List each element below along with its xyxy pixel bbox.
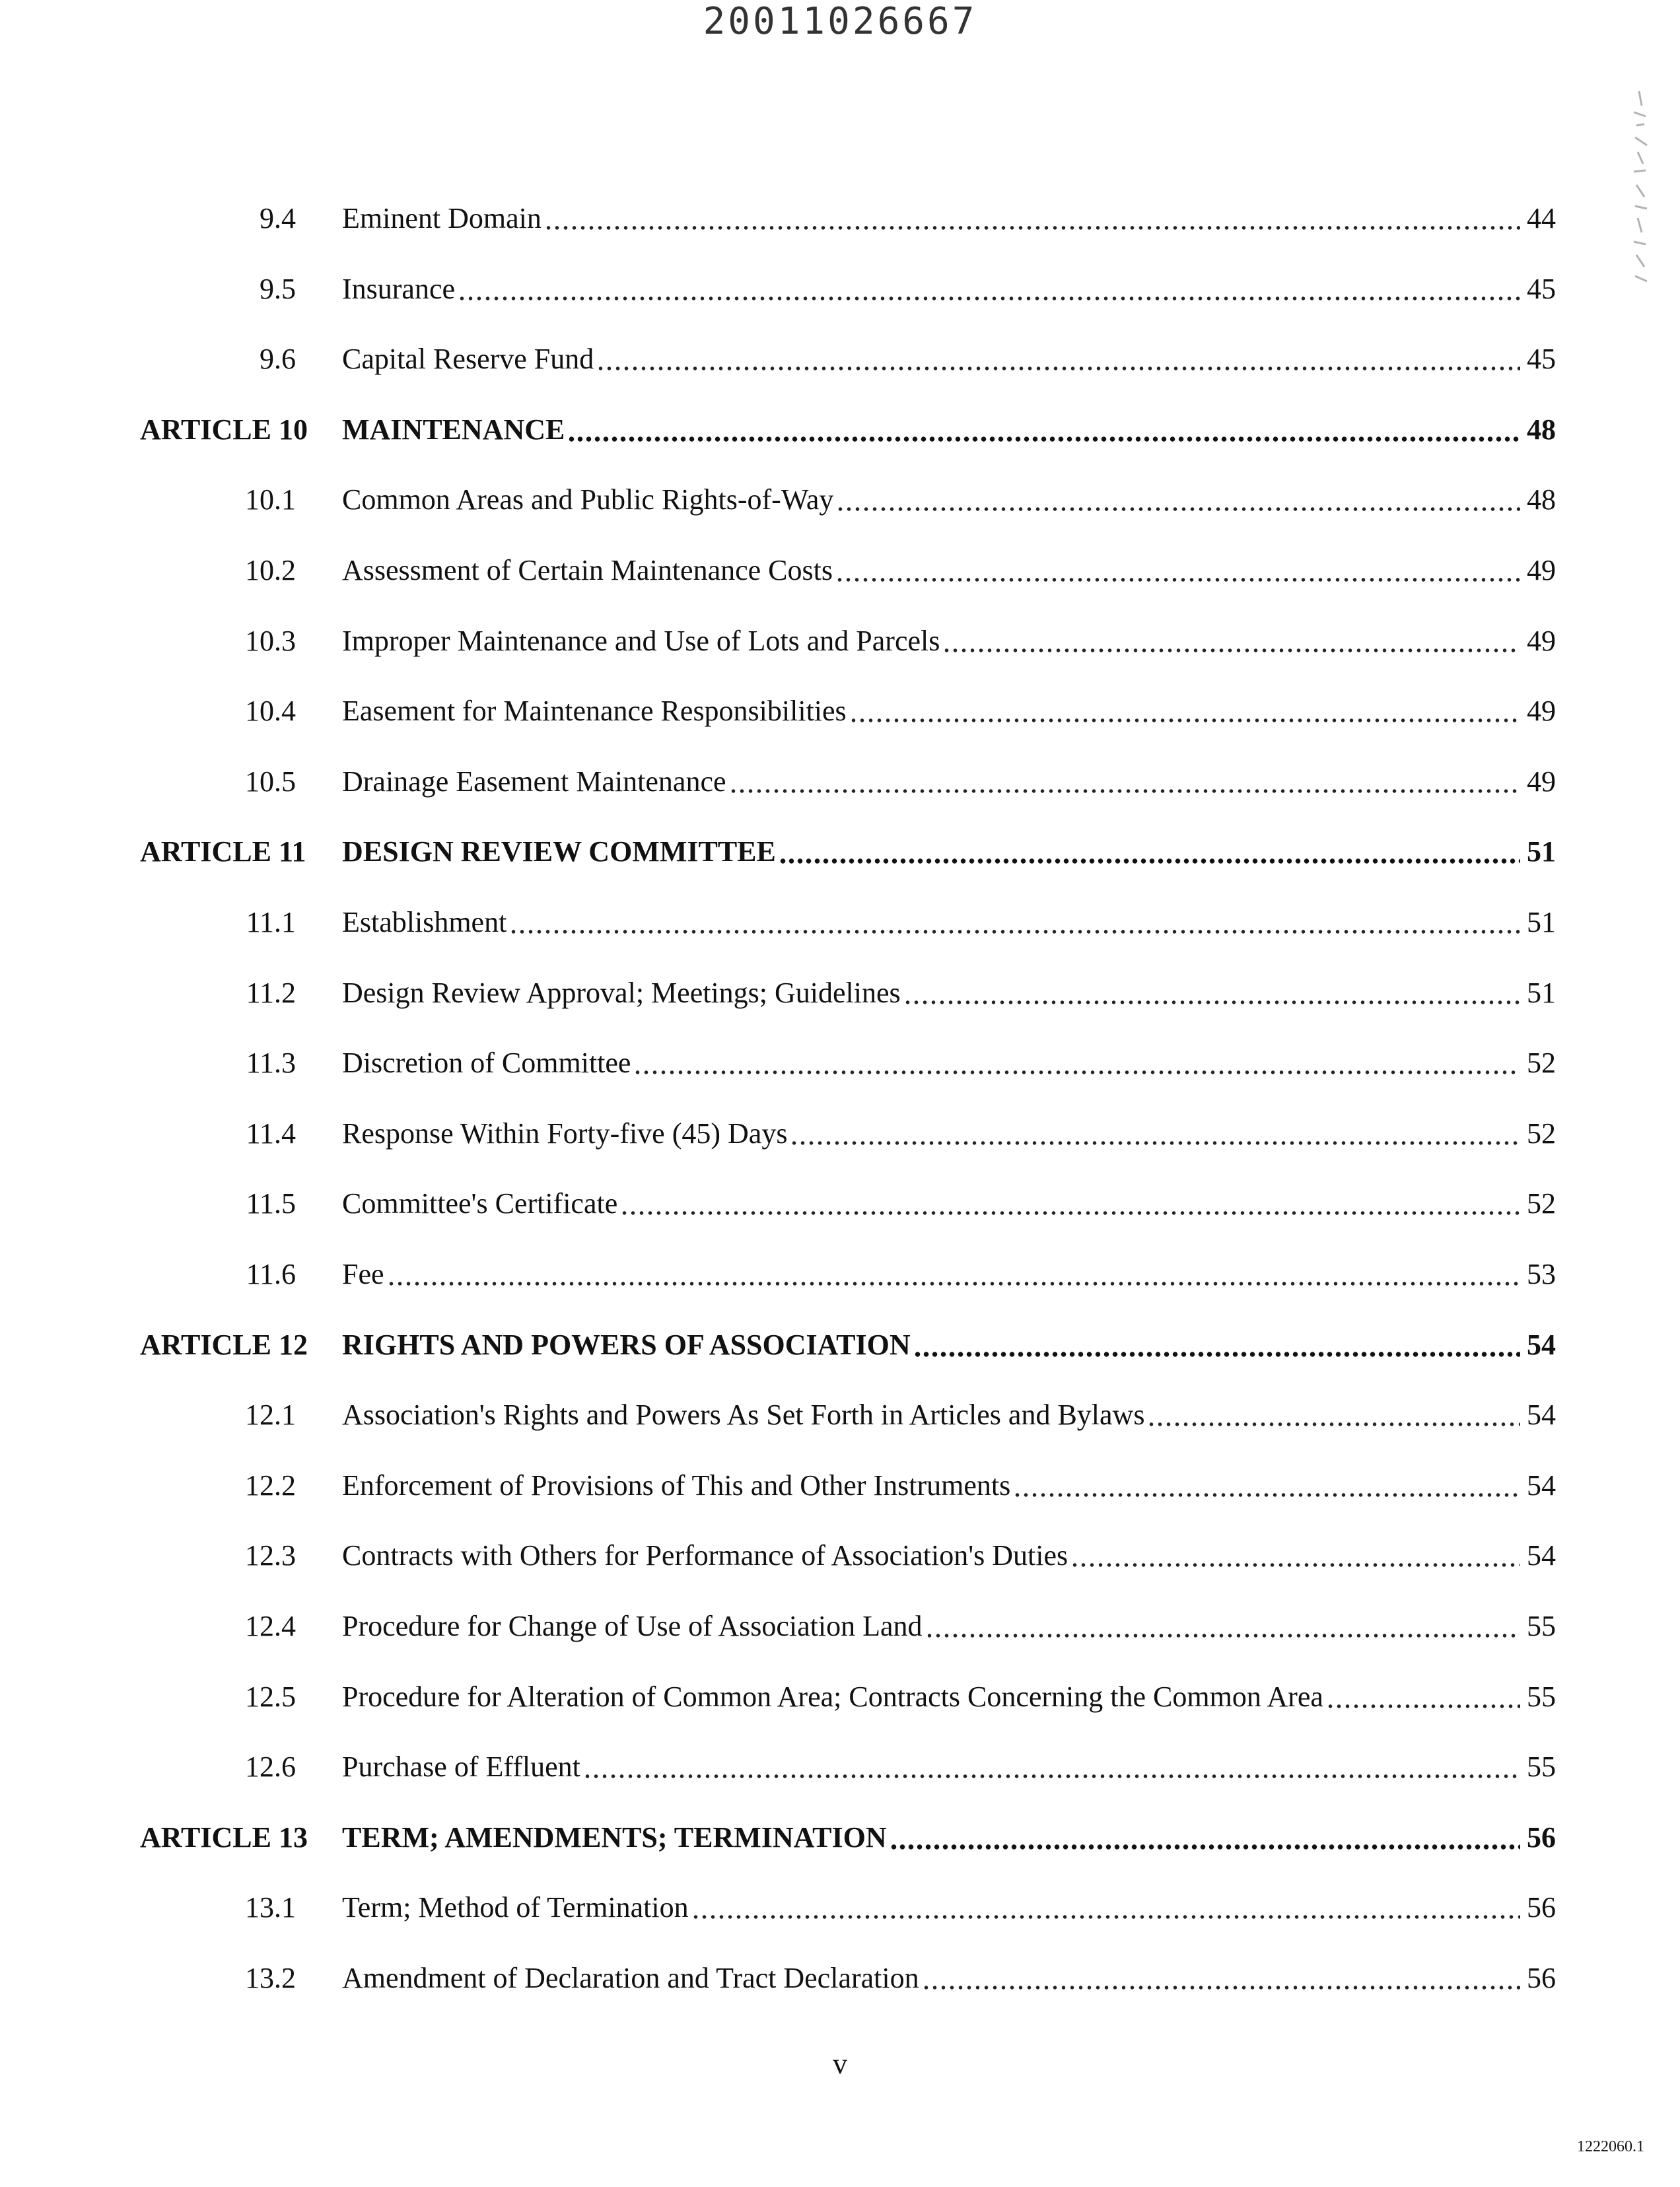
dot-leader <box>922 1984 1520 1991</box>
toc-entry-title-line <box>342 618 1524 664</box>
dot-leader <box>836 506 1520 512</box>
toc-entry-title-line <box>342 1815 1524 1861</box>
toc-entry-title: Establishment <box>342 906 507 938</box>
toc-entry-page-number: 45 <box>1527 343 1556 375</box>
toc-entry-page-number: 54 <box>1527 1469 1556 1502</box>
toc-entry-title-line <box>342 1955 1524 2001</box>
toc-entry-title: Easement for Maintenance Responsibilities <box>342 695 847 727</box>
toc-entry-page-number: 56 <box>1527 1962 1556 1994</box>
toc-entry-number: 11.3 <box>246 1047 296 1079</box>
toc-entry-title: Amendment of Declaration and Tract Declaration <box>342 1962 919 1994</box>
toc-entry-title-line <box>342 195 1524 242</box>
toc-section-row <box>0 759 1680 805</box>
toc-entry-number: 12.4 <box>245 1610 296 1642</box>
toc-entry-page-number: 54 <box>1527 1329 1556 1361</box>
toc-entry-title-line <box>342 1885 1524 1931</box>
toc-entry-number: 12.6 <box>245 1751 296 1783</box>
toc-entry-number: 13.1 <box>245 1891 296 1924</box>
toc-entry-title: MAINTENANCE <box>342 413 565 446</box>
toc-section-row <box>0 899 1680 946</box>
dot-leader <box>849 717 1520 724</box>
toc-entry-title: Term; Method of Termination <box>342 1891 689 1924</box>
toc-entry-title: DESIGN REVIEW COMMITTEE <box>342 835 776 868</box>
toc-entry-number: 12.1 <box>245 1399 296 1431</box>
toc-section-row <box>0 1955 1680 2001</box>
toc-section-row <box>0 1111 1680 1157</box>
toc-entry-title: Insurance <box>342 273 456 305</box>
toc-entry-title-line <box>342 1251 1524 1298</box>
toc-entry-page-number: 49 <box>1527 554 1556 586</box>
toc-section-row <box>0 1392 1680 1438</box>
dot-leader <box>890 1844 1520 1850</box>
toc-section-row <box>0 1603 1680 1649</box>
toc-entry-page-number: 56 <box>1527 1891 1556 1924</box>
toc-entry-title-line <box>342 336 1524 382</box>
dot-leader <box>620 1210 1520 1216</box>
dot-leader <box>1013 1492 1520 1498</box>
toc-section-row <box>0 1744 1680 1790</box>
dot-leader <box>779 858 1520 864</box>
toc-entry-title-line <box>342 547 1524 594</box>
toc-entry-title: Contracts with Others for Performance of Association's Duties <box>342 1539 1068 1572</box>
toc-entry-page-number: 55 <box>1527 1610 1556 1642</box>
toc-entry-title-line <box>342 1533 1524 1579</box>
toc-entry-page-number: 52 <box>1527 1187 1556 1220</box>
toc-entry-title-line <box>342 407 1524 453</box>
toc-section-row <box>0 266 1680 312</box>
toc-entry-title: Improper Maintenance and Use of Lots and Parcels <box>342 625 940 657</box>
toc-entry-page-number: 51 <box>1527 977 1556 1009</box>
dot-leader <box>509 928 1520 935</box>
toc-entry-number: ARTICLE 13 <box>140 1821 308 1854</box>
toc-entry-page-number: 52 <box>1527 1047 1556 1079</box>
toc-article-row <box>0 1815 1680 1861</box>
toc-entry-page-number: 48 <box>1527 483 1556 516</box>
dot-leader <box>903 999 1520 1006</box>
dot-leader <box>913 1351 1520 1358</box>
toc-entry-number: 10.2 <box>245 554 296 586</box>
dot-leader <box>942 647 1520 654</box>
toc-entry-title: Response Within Forty-five (45) Days <box>342 1117 788 1150</box>
toc-entry-title: Assessment of Certain Maintenance Costs <box>342 554 833 586</box>
toc-entry-title: Drainage Easement Maintenance <box>342 765 726 798</box>
toc-entry-number: 12.5 <box>245 1681 296 1713</box>
dot-leader <box>633 1069 1520 1076</box>
toc-entry-number: ARTICLE 11 <box>140 835 306 868</box>
dot-leader <box>458 295 1520 302</box>
toc-entry-number: 12.2 <box>245 1469 296 1502</box>
toc-entry-number: 9.4 <box>260 202 296 234</box>
toc-section-row <box>0 1040 1680 1086</box>
dot-leader <box>691 1914 1520 1920</box>
dot-leader <box>729 788 1521 794</box>
toc-entry-number: 10.5 <box>245 765 296 798</box>
toc-entry-number: ARTICLE 10 <box>140 413 308 446</box>
toc-article-row <box>0 407 1680 453</box>
toc-entry-title-line <box>342 1463 1524 1509</box>
toc-entry-page-number: 52 <box>1527 1117 1556 1150</box>
toc-entry-title-line <box>342 1181 1524 1227</box>
toc-entry-title-line <box>342 1111 1524 1157</box>
toc-section-row <box>0 477 1680 523</box>
dot-leader <box>925 1632 1520 1639</box>
toc-entry-page-number: 51 <box>1527 835 1556 868</box>
toc-section-row <box>0 1533 1680 1579</box>
document-id: 1222060.1 <box>1577 2138 1644 2155</box>
toc-entry-number: 9.5 <box>260 273 296 305</box>
dot-leader <box>1326 1703 1520 1710</box>
toc-section-row <box>0 1885 1680 1931</box>
toc-entry-page-number: 48 <box>1527 413 1556 446</box>
toc-entry-number: 10.4 <box>245 695 296 727</box>
toc-article-row <box>0 829 1680 875</box>
dot-leader <box>835 576 1520 583</box>
toc-entry-title: TERM; AMENDMENTS; TERMINATION <box>342 1821 887 1854</box>
toc-entry-number: 11.1 <box>246 906 296 938</box>
toc-section-row <box>0 1181 1680 1227</box>
dot-leader <box>1147 1421 1520 1428</box>
toc-article-row <box>0 1322 1680 1368</box>
toc-entry-title: Association's Rights and Powers As Set Forth in Articles and Bylaws <box>342 1399 1145 1431</box>
dot-leader <box>387 1280 1520 1287</box>
toc-entry-title: Discretion of Committee <box>342 1047 631 1079</box>
toc-entry-title: Purchase of Effluent <box>342 1751 580 1783</box>
toc-entry-title: RIGHTS AND POWERS OF ASSOCIATION <box>342 1329 911 1361</box>
toc-section-row <box>0 547 1680 594</box>
toc-section-row <box>0 195 1680 242</box>
toc-entry-page-number: 56 <box>1527 1821 1556 1854</box>
margin-stamp-mark <box>1619 86 1659 297</box>
toc-entry-number: 11.6 <box>246 1258 296 1290</box>
toc-entry-title-line <box>342 1744 1524 1790</box>
toc-entry-page-number: 53 <box>1527 1258 1556 1290</box>
toc-entry-page-number: 54 <box>1527 1539 1556 1572</box>
dot-leader <box>544 225 1520 231</box>
toc-entry-title-line <box>342 970 1524 1016</box>
document-number: 20011026667 <box>703 0 977 43</box>
dot-leader <box>596 365 1520 372</box>
toc-entry-title-line <box>342 899 1524 946</box>
toc-entry-title: Fee <box>342 1258 384 1290</box>
toc-section-row <box>0 1251 1680 1298</box>
toc-entry-title-line <box>342 688 1524 734</box>
toc-entry-title-line <box>342 1603 1524 1649</box>
dot-leader <box>583 1773 1520 1780</box>
toc-entry-title-line <box>342 1040 1524 1086</box>
toc-entry-title: Eminent Domain <box>342 202 542 234</box>
toc-entry-number: 10.1 <box>245 483 296 516</box>
toc-entry-number: 9.6 <box>260 343 296 375</box>
toc-entry-page-number: 55 <box>1527 1681 1556 1713</box>
toc-entry-title-line <box>342 477 1524 523</box>
page-numeral: v <box>833 2048 847 2080</box>
toc-entry-number: ARTICLE 12 <box>140 1329 308 1361</box>
toc-entry-number: 10.3 <box>245 625 296 657</box>
toc-entry-page-number: 49 <box>1527 695 1556 727</box>
toc-entry-title: Common Areas and Public Rights-of-Way <box>342 483 834 516</box>
toc-entry-title: Procedure for Change of Use of Association Land <box>342 1610 923 1642</box>
toc-section-row <box>0 1463 1680 1509</box>
toc-entry-page-number: 54 <box>1527 1399 1556 1431</box>
dot-leader <box>1070 1562 1520 1568</box>
toc-entry-title: Enforcement of Provisions of This and Other Instruments <box>342 1469 1011 1502</box>
toc-section-row <box>0 970 1680 1016</box>
toc-entry-number: 11.4 <box>246 1117 296 1150</box>
toc-entry-page-number: 51 <box>1527 906 1556 938</box>
toc-entry-title-line <box>342 1392 1524 1438</box>
dot-leader <box>790 1140 1520 1146</box>
toc-entry-page-number: 49 <box>1527 765 1556 798</box>
toc-entry-title: Design Review Approval; Meetings; Guidelines <box>342 977 901 1009</box>
toc-entry-title-line <box>342 1674 1524 1720</box>
toc-section-row <box>0 1674 1680 1720</box>
toc-section-row <box>0 688 1680 734</box>
toc-entry-title-line <box>342 759 1524 805</box>
toc-entry-number: 13.2 <box>245 1962 296 1994</box>
toc-entry-number: 11.5 <box>246 1187 296 1220</box>
toc-entry-title: Capital Reserve Fund <box>342 343 594 375</box>
toc-entry-title: Committee's Certificate <box>342 1187 618 1220</box>
toc-entry-page-number: 45 <box>1527 273 1556 305</box>
toc-entry-number: 12.3 <box>245 1539 296 1572</box>
toc-entry-title-line <box>342 266 1524 312</box>
toc-entry-page-number: 55 <box>1527 1751 1556 1783</box>
toc-entry-number: 11.2 <box>246 977 296 1009</box>
toc-entry-page-number: 44 <box>1527 202 1556 234</box>
toc-section-row <box>0 336 1680 382</box>
toc-entry-title: Procedure for Alteration of Common Area; Contracts Concerning the Common Area <box>342 1681 1323 1713</box>
toc-entry-page-number: 49 <box>1527 625 1556 657</box>
toc-entry-title-line <box>342 1322 1524 1368</box>
dot-leader <box>567 436 1520 442</box>
toc-entry-title-line <box>342 829 1524 875</box>
toc-section-row <box>0 618 1680 664</box>
